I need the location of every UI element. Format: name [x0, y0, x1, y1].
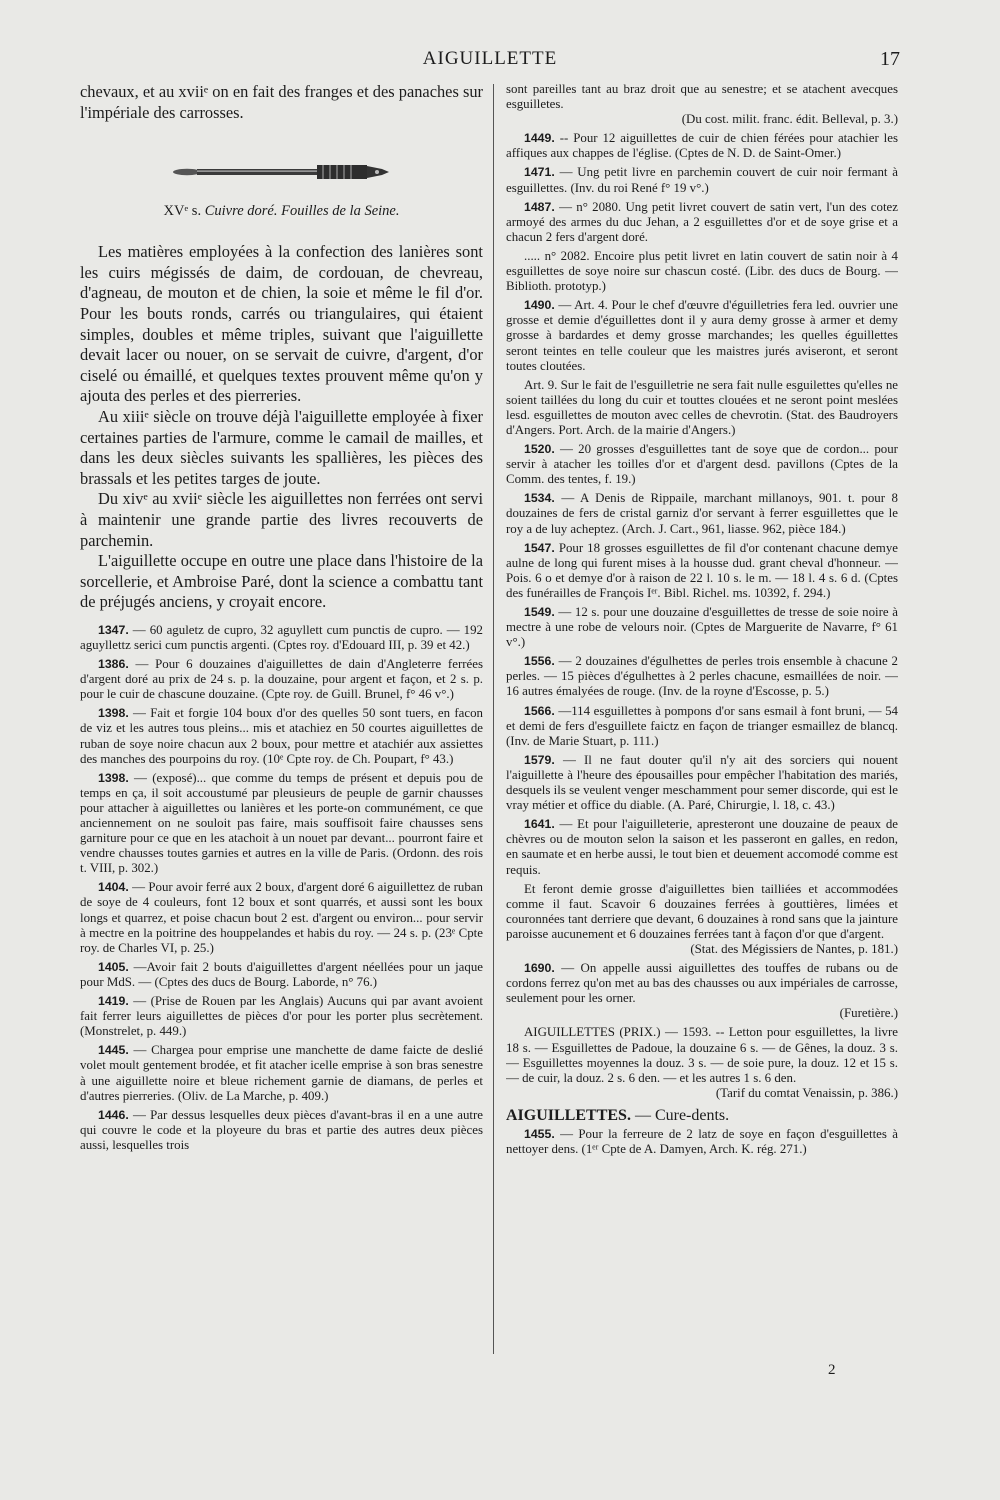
- entry-year: 1419.: [98, 994, 129, 1009]
- entry-text: Pour 18 grosses esguillettes de fil d'or contenant chacune demye aulne de long qui furent mises à la housse dud. grant cheval d'honneur. — Pois. 6 o et demye d'or à raison de 22 l. 10 s. le m. — 18 l. 4 s. 6 d. (Cptes des funérailles de François Iᵉʳ. Bibl. Richel. ms. 10392, f. 294.): [506, 540, 898, 600]
- citation-entry: [506, 605, 898, 650]
- entry-text: — 20 grosses d'esguillettes tant de soye que de cordon... pour servir à atacher les toilles d'or et d'argent desd. pavillons (Cptes de la Comm. des tentes, f. 19.): [506, 442, 898, 487]
- entry-text: — Pour avoir ferré aux 2 boux, d'argent doré 6 aiguillettez de ruban de soye de 4 couleurs, font 12 boux et sont quarrés, et aussi sont les boux longs et quarrez, et poise chacun bout 2 est. d'argent ou environ... pour servir à mectre en la poitrine des houppelandes et habis du roy. — 24 s. p. (23ᵉ Cpte roy. de Charles VI, p. 25.): [80, 880, 483, 955]
- entry-text: — Pour 6 douzaines d'aiguillettes de dain d'Angleterre ferrées d'argent doré au prix de 24 s. p. la douzaine, pour argent et façon, et 2 s. p. pour le cuir de chascune douzaine. (Cpte roy. de Guill. Brunel, f° 46 v°.): [80, 657, 483, 702]
- citation-entry: [80, 880, 483, 955]
- entry-text: — Par dessus lesquelles deux pièces d'avant-bras il en a une autre qui couvre le code et la ployeure du bras et partie des autres deux pièces aussi, lesquelles trois: [80, 1107, 483, 1152]
- entry-year: 1404.: [98, 880, 129, 895]
- entry-text: — Fait et forgie 104 boux d'or des quelles 50 sont tuers, en facon de viz et les autres tous pleins... mis et atachiez en 50 courtes aiguillettes de ruban de soye noire chacun aux 2 boux, pour mettre et atachiér aux assiettes des manches des pourpoins du roy. (10ᵉ Cpte roy. de Ch. Poupart, f° 43.): [80, 706, 483, 766]
- page-header: [80, 44, 900, 74]
- entry-year: 1641.: [524, 817, 555, 832]
- entry-year: 1490.: [524, 298, 555, 313]
- citation-entry: [80, 994, 483, 1039]
- citation-entry: [506, 817, 898, 877]
- entry-year: 1449.: [524, 131, 555, 146]
- entry-text: — Art. 4. Pour le chef d'œuvre d'éguilletries fera led. ouvrier une grosse et demie d'éguillettes dont il y aura demy grosse à armer et demy grosse à bardardes et demy grosse marchandes; les quelles éguillettes seront teintes en telle couleur que les maistres jurés aviseront, et seront toutes cloutées.: [506, 298, 898, 373]
- entry-text: — Chargea pour emprise une manchette de dame faicte de deslié volet moult gentement brodée, et fit atacher icelle emprise à son bras senestre à une aiguillette noire et bleue richement garnie de diamans, de perles et d'autres pierreries. (Oliv. de La Marche, p. 409.): [80, 1043, 483, 1103]
- citation-entry: [80, 960, 483, 990]
- entry-year: 1455.: [524, 1126, 555, 1141]
- body-paragraph: Du xivᵉ au xviiᵉ siècle les aiguillettes non ferrées ont servi à maintenir une grande partie des livres recouverts de parchemin.: [80, 489, 483, 550]
- entry-year: 1487.: [524, 199, 555, 214]
- body-paragraph: Au xiiiᵉ siècle on trouve déjà l'aiguillette employée à fixer certaines parties de l'armure, comme le camail de mailles, et dans les deux siècles suivants les spallières, les pièces des brassals et les petites targes de joute.: [80, 406, 483, 488]
- figure-caption-description: Cuivre doré. Fouilles de la Seine.: [204, 203, 400, 220]
- column-divider: [493, 84, 494, 1354]
- entry-text: — Il ne faut douter qu'il n'y ait des sorciers qui nouent l'aiguillette à l'heure des épousailles pour empêcher l'habitation des mariés, desquels ils se veulent venger meschamment pour semer discorde, qui est le vray métier et office du diable. (A. Paré, Chirurgie, l. 18, c. 43.): [506, 752, 898, 813]
- citation-entry: [506, 442, 898, 487]
- entry-year: 1386.: [98, 657, 129, 672]
- citation-entry: [506, 1127, 898, 1157]
- citation-entry: [506, 654, 898, 699]
- entry-text: — 2 douzaines d'égulhettes de perles trois ensemble à chacune 2 perles. — 15 pièces d'égulhettes à 2 perles chacune, esmaillées de noir. — 16 autres émalyées de rouge. (Inv. de la royne d'Escosse, p. 5.): [506, 654, 898, 699]
- entry-source: (Tarif du comtat Venaissin, p. 386.): [715, 1085, 898, 1100]
- citation-entry: [506, 298, 898, 373]
- entry-year: 1520.: [524, 442, 555, 457]
- entry-text: Art. 9. Sur le fait de l'esguilletrie ne sera fait nulle esguilettes qu'elles ne soient taillées du long du cuir et touttes clouées et ne seront point meslées lesd. esguillettes de mouton avec celles de chevrotin. (Stat. des Baudroyers d'Angers. Port. Arch. de la mairie d'Angers.): [506, 377, 898, 437]
- entry-year: 1405.: [98, 959, 129, 974]
- citation-entry: [80, 623, 483, 653]
- entry-source: (Du cost. milit. franc. édit. Belleval, p. 3.): [681, 112, 898, 127]
- figure: [80, 161, 483, 183]
- entry-text: — On appelle aussi aiguillettes des touffes de rubans ou de cordons ferrez qu'on met au bas des chausses ou aux impériales de carrosse, seulement pour les orner.: [506, 961, 898, 1006]
- citation-entry: [80, 1108, 483, 1153]
- entry-text: — Ung petit livre en parchemin couvert de cuir noir fermant à esguillettes. (Inv. du roi René f° 19 v°.): [506, 165, 898, 195]
- citation-entry: [80, 706, 483, 766]
- entry-text: AIGUILLETTES (PRIX.) — 1593. -- Letton pour esguillettes, la livre 18 s. — Esguillettes de Padoue, la douzaine 6 s. — de Gênes, la douz. 3 s. — Esguillettes moyennes la douz. 3 s. — de soie pure, la douz. 12 et 15 s. — de cuir, la douz. 2 s. 6 den. — et les autres 1 s. 6 den.: [506, 1025, 898, 1085]
- entry-year: 1547.: [524, 540, 555, 555]
- citation-entry: [506, 961, 898, 1021]
- right-column: [506, 82, 898, 1354]
- entry-year: 1579.: [524, 752, 555, 767]
- citation-entry: [80, 657, 483, 702]
- citation-entry: [506, 200, 898, 245]
- citation-entry: [506, 491, 898, 536]
- entry-text: —114 esguillettes à pompons d'or sans esmail à font bruni, — 54 et demi de fers d'esguillete faictz en façon de trianger esmaillez de blancq. (Inv. de Marie Stuart, p. 111.): [506, 703, 898, 748]
- entry-text: -- Pour 12 aiguillettes de cuir de chien férées pour atachier les affiques aux chappes de l'église. (Cptes de N. D. de Saint-Omer.): [506, 131, 898, 161]
- entry-text: ..... n° 2082. Encoire plus petit livret en latin couvert de satin noir à 4 esguillettes de soye noire sur chascun costé. (Libr. des ducs de Bourg. — Biblioth. prototyp.): [506, 248, 898, 294]
- entry-year: 1398.: [98, 770, 129, 785]
- entry-year: 1446.: [98, 1107, 129, 1122]
- entry-year: 1566.: [524, 703, 555, 718]
- entry-year: 1471.: [524, 165, 555, 180]
- entry-year: 1556.: [524, 654, 555, 669]
- citation-entry: [506, 753, 898, 813]
- entry-year: 1534.: [524, 491, 555, 506]
- citation-entry: [506, 249, 898, 294]
- section-heading-subtitle: — Cure-dents.: [634, 1106, 730, 1124]
- continued-entry: [506, 82, 898, 127]
- entry-text: — n° 2080. Ung petit livret couvert de satin vert, l'un des cotez armoyé des armes du duc Jehan, a 2 esguillettes d'or et de soye grise et a chacun 2 fers d'argent doré.: [506, 199, 898, 244]
- citation-entry: [80, 771, 483, 877]
- section-heading-title: AIGUILLETTES.: [506, 1106, 631, 1124]
- entry-text: — 12 s. pour une douzaine d'esguillettes de tresse de soie noire à mectre à une robe de velours noir. (Cptes de Marguerite de Navarre, f° 61 v°.): [506, 605, 898, 650]
- citation-entry: [506, 378, 898, 438]
- entry-text: —Avoir fait 2 bouts d'aiguillettes d'argent néellées pour un jaque pour MdS. — (Cptes des ducs de Bourg. Laborde, n° 76.): [80, 959, 483, 989]
- citation-entry: [506, 165, 898, 195]
- section-heading: [506, 1107, 898, 1125]
- entry-text: — (exposé)... que comme du temps de présent et depuis pou de temps en ça, il soit accoustumé par pleusieurs de peuple de garnir chausses pour attacher à aiguillettes ou lanières et les porte-on communément, ce que anciennement on ne souloit pas faire, mais souffisoit faire chausses sens garniture pour ce que en les atachoit à un nouet par devant... pourront faire et vendre chausses toutes garnies et autres en la ville de Paris. (Ordonn. des rois t. VIII, p. 302.): [80, 770, 483, 876]
- entry-year: 1690.: [524, 961, 555, 976]
- entry-text: — 60 aguletz de cupro, 32 aguyllett cum punctis de cupro. — 192 aguyllettz serici cum punctis argenti. (Cptes roy. d'Edouard III, p. 39 et 42.): [80, 622, 483, 652]
- entry-source: (Furetière.): [839, 1006, 898, 1021]
- citation-entry: [506, 131, 898, 161]
- entry-year: 1398.: [98, 706, 129, 721]
- entry-text: — (Prise de Rouen par les Anglais) Aucuns qui par avant avoient fait ferrer leurs aiguillettes de pièces d'or pour les porter plus secrètement. (Monstrelet, p. 449.): [80, 994, 483, 1039]
- entry-source: (Stat. des Mégissiers de Nantes, p. 181.): [690, 941, 898, 956]
- entry-text: Et feront demie grosse d'aiguillettes bien tailliées et accommodées comme il faut. Scavoir 6 douzaines ferrées à gouttières, limées et couronnées tant derriere que devant, 6 douzaines à rond sans que la jainture paroisse aucunement et 6 douzaines ferrées tant à façon d'or que d'argent.: [506, 881, 898, 941]
- signature-mark: 2: [828, 1362, 836, 1378]
- figure-caption-century: XVᵉ s.: [163, 203, 202, 220]
- citation-entry: [80, 1043, 483, 1103]
- entry-text: — Pour la ferreure de 2 latz de soye en façon d'esguillettes à nettoyer dens. (1ᵉʳ Cpte de A. Damyen, Arch. K. rég. 271.): [506, 1126, 898, 1156]
- entry-text: — A Denis de Rippaile, marchant millanoys, 901. t. pour 8 douzaines de fers de cristal garniz d'or servant à ferrer esguillettes que le roy a de luy acheptez. (Arch. J. Cart., 961, liasse. 962, pièce 184.): [506, 491, 898, 536]
- intro-text: chevaux, et au xviiᵉ on en fait des franges et des panaches sur l'impériale des carrosses.: [80, 82, 483, 122]
- left-column: [80, 82, 483, 1362]
- entry-text: — Et pour l'aiguilleterie, apresteront une douzaine de peaux de chèvres ou de mouton selon la saison et les passeront en galles, en redon, en saumate et en herbe aussi, le tout bien et deuement accomodé comme est requis.: [506, 817, 898, 877]
- continued-text: sont pareilles tant au braz droit que au senestre; et se atachent avecques esguilletes.: [506, 82, 898, 112]
- citation-entry: [506, 1025, 898, 1100]
- page-number: 17: [880, 48, 900, 70]
- citation-entry: [506, 704, 898, 749]
- entry-year: 1347.: [98, 622, 129, 637]
- entry-year: 1445.: [98, 1043, 129, 1058]
- running-title: AIGUILLETTE: [422, 48, 558, 69]
- figure-caption: [80, 203, 483, 220]
- entry-year: 1549.: [524, 605, 555, 619]
- body-paragraph: Les matières employées à la confection des lanières sont les cuirs mégissés de daim, de cordouan, de chevreau, d'agneau, de mouton et de chien, la soie et même le fil d'or. Pour les bouts ronds, carrés ou triangulaires, qui étaient simples, doubles et même triples, suivant que l'aiguillette devait lacer ou nouer, on se servait de cuivre, d'argent, d'or ciselé ou émaillé, et quelques textes prouvent même qu'on y ajouta des perles et des pierreries.: [80, 242, 483, 406]
- citation-entry: [506, 882, 898, 957]
- aiguillette-tip-icon: [167, 161, 397, 183]
- citation-entry: [506, 541, 898, 601]
- body-paragraph: L'aiguillette occupe en outre une place dans l'histoire de la sorcellerie, et Ambroise Paré, dont la science a combattu tant de préjugés anciens, y croyait encore.: [80, 551, 483, 612]
